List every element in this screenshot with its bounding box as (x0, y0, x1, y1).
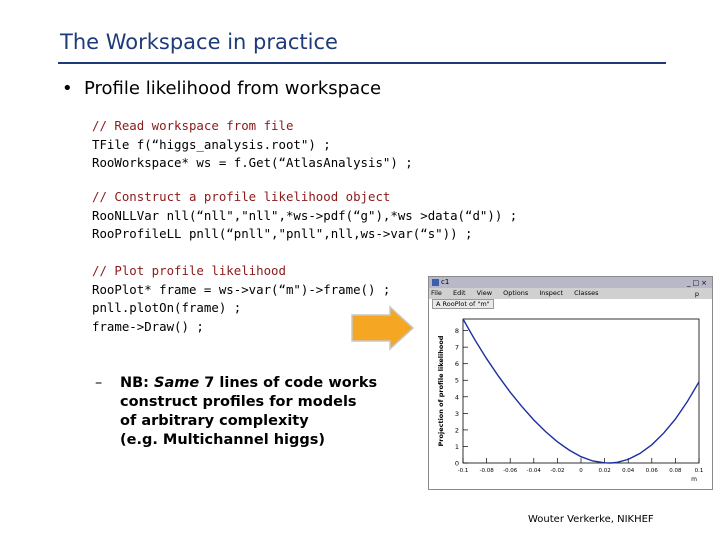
code-line: pnll.plotOn(frame) ; (92, 300, 242, 315)
y-tick-label: 8 (454, 327, 459, 336)
x-tick-label: -0.06 (503, 468, 518, 474)
window-menubar (429, 288, 712, 299)
x-tick-label: -0.1 (457, 468, 469, 474)
x-axis-label: m (691, 476, 697, 483)
right-arrow-icon (350, 305, 416, 351)
x-tick-label: 0 (579, 468, 583, 474)
y-tick-label: 4 (454, 393, 459, 402)
slide-title: The Workspace in practice (60, 30, 338, 54)
y-tick-label: 1 (454, 442, 459, 451)
note-text: 7 lines of code works (199, 375, 378, 391)
x-tick-label: 0.08 (669, 468, 682, 474)
note-emphasis: Same (154, 375, 200, 391)
code-line: RooWorkspace* ws = f.Get(“AtlasAnalysis") ; (92, 155, 413, 170)
code-block-read (92, 117, 413, 173)
x-tick-label: -0.04 (526, 468, 541, 474)
main-bullet (62, 78, 381, 99)
x-tick-label: -0.08 (479, 468, 494, 474)
y-axis-label: Projection of profile likelihood (437, 335, 445, 447)
likelihood-curve (463, 319, 699, 463)
x-tick-label: 0.1 (694, 468, 704, 474)
root-canvas-window[interactable] (428, 276, 713, 490)
code-line: RooNLLVar nll(“nll","nll",*ws->pdf(“g"),*ws >data(“d")) ; (92, 207, 518, 223)
code-comment: // Read workspace from file (92, 118, 294, 133)
menu-item-options[interactable]: Options (503, 289, 529, 297)
title-underline (58, 62, 666, 64)
footer-credit: Wouter Verkerke, NIKHEF (528, 514, 654, 525)
code-comment: // Plot profile likelihood (92, 263, 286, 278)
code-line: RooProfileLL pnll(“pnll","pnll",nll,ws->var(“s")) ; (92, 226, 473, 241)
x-tick-label: -0.02 (550, 468, 565, 474)
y-tick-label: 5 (454, 376, 459, 385)
app-icon (432, 279, 439, 286)
note-dash: – (95, 375, 103, 391)
window-controls-icon[interactable]: _□× (687, 279, 709, 287)
window-title: c1 (441, 278, 450, 286)
note-text: (e.g. Multichannel higgs) (120, 432, 326, 448)
note-text: of arbitrary complexity (120, 413, 309, 429)
plot-title-tab (429, 299, 712, 309)
plot-frame (463, 319, 699, 463)
profile-likelihood-chart (433, 311, 709, 487)
y-tick-label: 0 (454, 459, 459, 468)
code-line: RooPlot* frame = ws->var(“m")->frame() ; (92, 281, 391, 297)
menu-item-view[interactable]: View (476, 289, 493, 297)
menu-item-inspect[interactable]: Inspect (539, 289, 563, 297)
bullet-text: Profile likelihood from workspace (84, 78, 382, 99)
note-text: construct profiles for models (120, 394, 357, 410)
code-block-plot (92, 262, 390, 336)
code-line: frame->Draw() ; (92, 318, 204, 334)
window-titlebar[interactable] (429, 277, 712, 288)
menu-item-file[interactable]: File (431, 289, 442, 297)
note-text: NB: (120, 375, 155, 391)
y-tick-label: 7 (454, 343, 459, 352)
code-line: TFile f(“higgs_analysis.root") ; (92, 136, 331, 152)
x-tick-label: 0.06 (645, 468, 658, 474)
menu-item-classes[interactable]: Classes (574, 289, 599, 297)
plot-canvas[interactable] (433, 311, 709, 487)
x-tick-label: 0.04 (622, 468, 635, 474)
code-block-construct (92, 188, 517, 244)
code-comment: // Construct a profile likelihood object (92, 189, 391, 204)
y-tick-label: 6 (454, 360, 459, 369)
y-tick-label: 2 (454, 426, 459, 435)
y-tick-label: 3 (454, 409, 459, 418)
menu-right-label: p (694, 290, 699, 298)
menu-item-edit[interactable]: Edit (452, 289, 466, 297)
plot-title: A RooPlot of "m" (432, 299, 494, 309)
x-tick-label: 0.02 (598, 468, 611, 474)
bullet-dot: • (62, 78, 73, 99)
